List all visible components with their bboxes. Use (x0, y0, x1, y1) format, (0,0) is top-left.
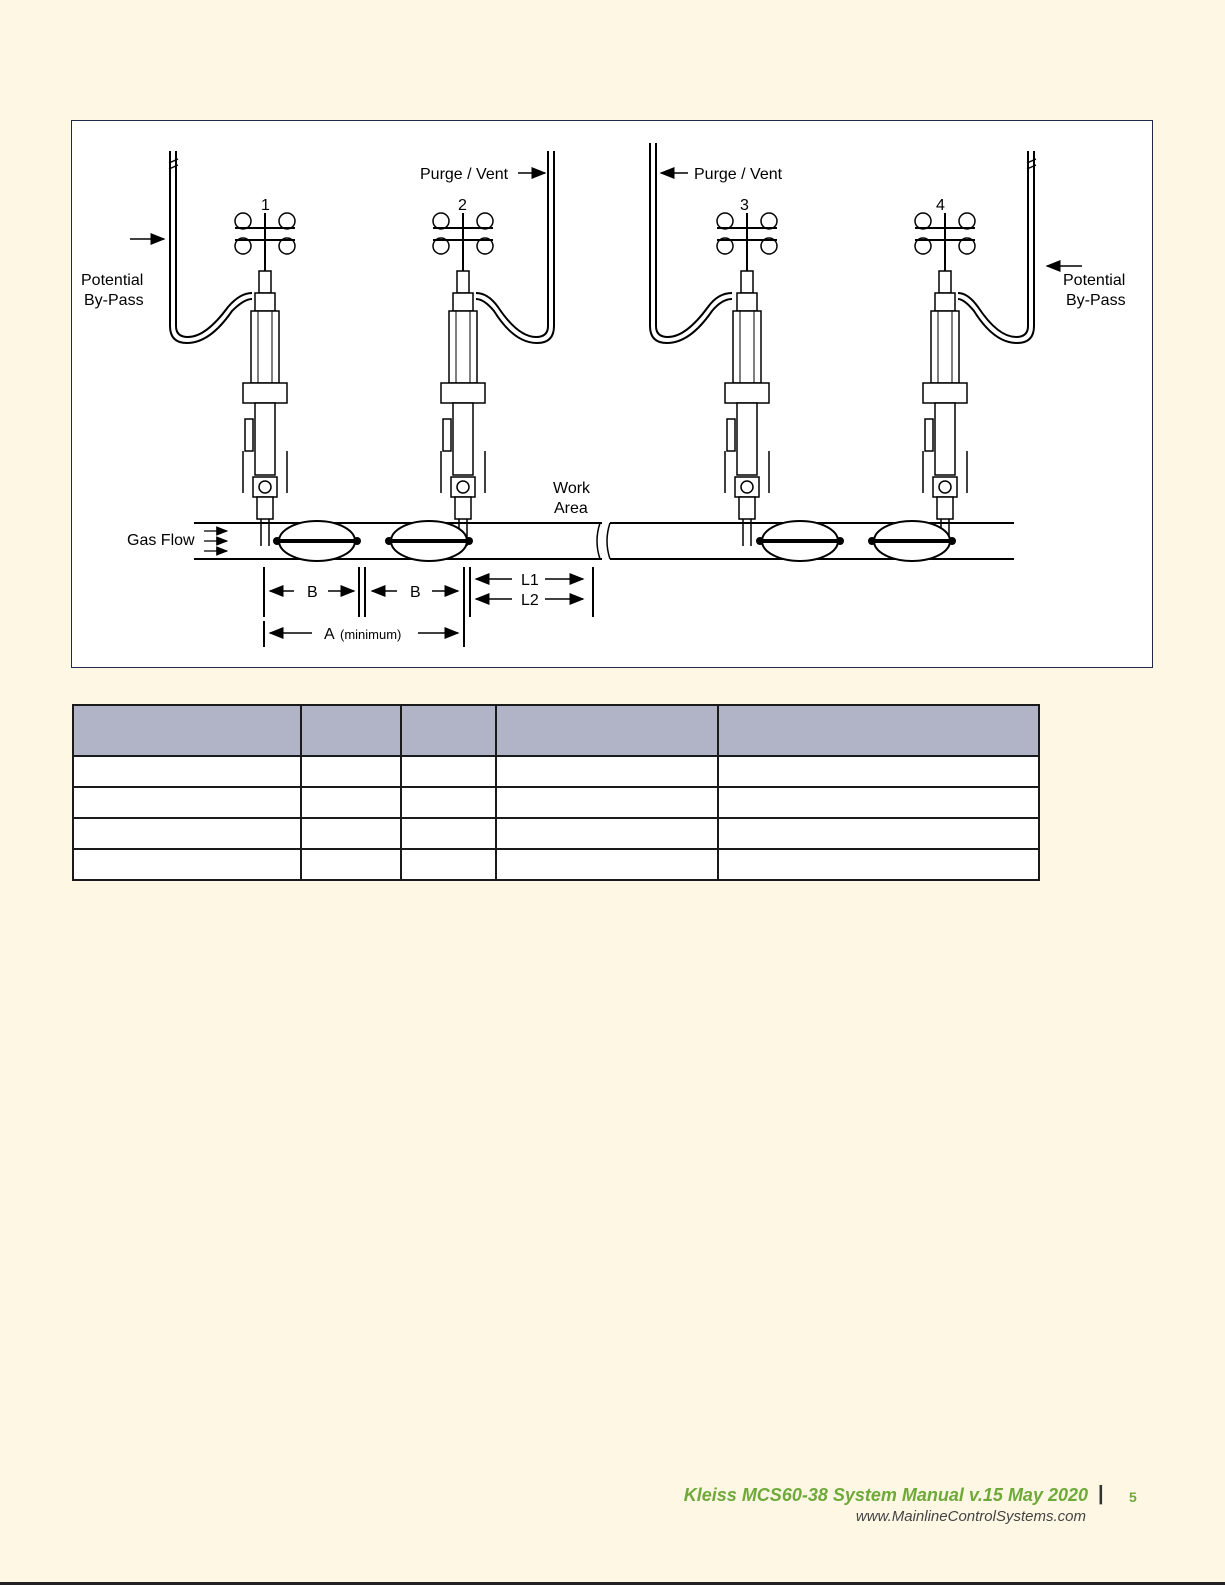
work-area-label-2: Area (554, 500, 588, 517)
dim-b-second-label: B (410, 584, 421, 601)
table-row (73, 849, 1039, 880)
dim-a-label: A (324, 626, 335, 643)
page-number: 5 (1129, 1489, 1137, 1505)
table-row (73, 787, 1039, 818)
table-header-cell (401, 705, 496, 756)
table-cell (496, 787, 718, 818)
station-3-label: 3 (740, 197, 749, 214)
purge-vent-left-label: Purge / Vent (420, 166, 509, 183)
gas-flow-label: Gas Flow (127, 532, 195, 549)
table-cell (73, 849, 301, 880)
footer-separator: | (1098, 1483, 1104, 1505)
table-cell (73, 787, 301, 818)
table-cell (718, 818, 1039, 849)
potential-bypass-right-label: Potential (1063, 272, 1126, 289)
table-cell (73, 818, 301, 849)
table-cell (301, 756, 401, 787)
table-cell (301, 818, 401, 849)
table-cell (718, 849, 1039, 880)
station-4-label: 4 (936, 197, 945, 214)
table-cell (401, 818, 496, 849)
potential-bypass-left-label: Potential (81, 272, 144, 289)
table-cell (718, 756, 1039, 787)
footer-website-url: www.MainlineControlSystems.com (855, 1508, 1086, 1525)
purge-vent-right-label: Purge / Vent (694, 166, 783, 183)
table-cell (301, 787, 401, 818)
table-cell (496, 818, 718, 849)
work-area-label: Work (553, 480, 591, 497)
pipeline-diagram-svg (72, 121, 1152, 667)
potential-bypass-right-label-2: By-Pass (1066, 292, 1126, 309)
table-cell (401, 849, 496, 880)
table-cell (301, 849, 401, 880)
table-row (73, 756, 1039, 787)
table-header-cell (73, 705, 301, 756)
dim-b-first-label: B (307, 584, 318, 601)
table-header-cell (301, 705, 401, 756)
table-cell (73, 756, 301, 787)
potential-bypass-left-label-2: By-Pass (84, 292, 144, 309)
table-cell (496, 849, 718, 880)
dim-a-note: (minimum) (340, 627, 402, 642)
dim-l2-label: L2 (521, 592, 539, 609)
table-cell (496, 756, 718, 787)
table-row (73, 818, 1039, 849)
specification-table (72, 704, 1040, 881)
table-cell (718, 787, 1039, 818)
table-header-cell (496, 705, 718, 756)
station-2-label: 2 (458, 197, 467, 214)
table-cell (401, 756, 496, 787)
table-header-row (73, 705, 1039, 756)
footer-manual-title: Kleiss MCS60-38 System Manual v.15 May 2020 (683, 1485, 1088, 1505)
dim-l1-label: L1 (521, 572, 539, 589)
table-cell (401, 787, 496, 818)
table-header-cell (718, 705, 1039, 756)
pipeline-diagram (71, 120, 1153, 668)
station-1-label: 1 (261, 197, 270, 214)
